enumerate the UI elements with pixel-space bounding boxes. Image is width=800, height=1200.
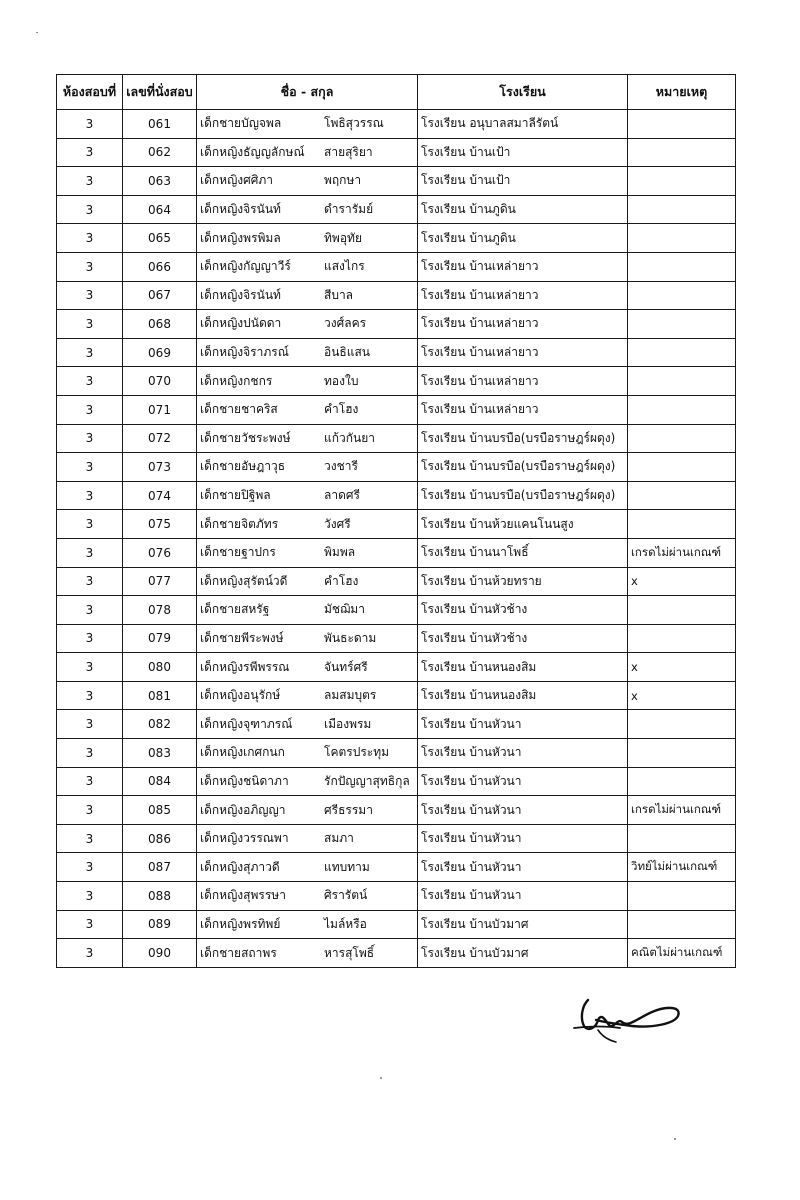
note-cell [628, 824, 736, 853]
student-last-name: ลมสมบุตร [324, 688, 377, 703]
note-cell: เกรดไม่ผ่านเกณฑ์ [628, 796, 736, 825]
table-row [57, 367, 736, 396]
student-first-name: เด็กชายวัชระพงษ์ [200, 430, 291, 445]
room-cell: 3 [57, 281, 123, 310]
school-cell: โรงเรียน บ้านเหล่ายาว [418, 338, 628, 367]
school-cell: โรงเรียน บ้านหัวนา [418, 882, 628, 911]
room-cell: 3 [57, 138, 123, 167]
note-cell [628, 481, 736, 510]
note-cell [628, 596, 736, 625]
student-first-name: เด็กหญิงวรรณพา [200, 831, 289, 846]
seat-number-cell: 080 [123, 653, 197, 682]
table-row [57, 110, 736, 139]
seat-number-cell: 083 [123, 739, 197, 768]
student-last-name: รักปัญญาสุทธิกุล [324, 773, 410, 788]
student-last-name: โคตรประทุม [324, 745, 390, 760]
seat-number-cell: 090 [123, 939, 197, 968]
student-first-name: เด็กชายจิตภัทร [200, 516, 279, 531]
note-cell [628, 453, 736, 482]
student-name-cell [197, 710, 418, 739]
student-last-name: โพธิสุวรรณ [324, 116, 384, 131]
school-cell: โรงเรียน บ้านเหล่ายาว [418, 310, 628, 339]
student-first-name: เด็กชายปิฐิพล [200, 488, 271, 503]
note-cell [628, 338, 736, 367]
room-cell: 3 [57, 310, 123, 339]
student-first-name: เด็กชายฐาปกร [200, 545, 276, 560]
seat-number-cell: 082 [123, 710, 197, 739]
room-cell: 3 [57, 510, 123, 539]
note-cell [628, 882, 736, 911]
seat-number-cell: 061 [123, 110, 197, 139]
seat-number-cell: 069 [123, 338, 197, 367]
school-cell: โรงเรียน บ้านหัวนา [418, 853, 628, 882]
student-last-name: มัชฌิมา [324, 602, 365, 617]
table-row [57, 853, 736, 882]
note-cell [628, 510, 736, 539]
note-cell: x [628, 681, 736, 710]
student-name-cell [197, 252, 418, 281]
note-cell [628, 910, 736, 939]
note-cell [628, 224, 736, 253]
student-first-name: เด็กชายชาคริส [200, 402, 278, 417]
school-cell: โรงเรียน บ้านหัวนา [418, 796, 628, 825]
seat-number-cell: 073 [123, 453, 197, 482]
student-first-name: เด็กหญิงสุพรรษา [200, 888, 286, 903]
school-cell: โรงเรียน บ้านบรบือ(บรบือราษฎร์ผดุง) [418, 481, 628, 510]
table-row [57, 395, 736, 424]
student-first-name: เด็กชายสหรัฐ [200, 602, 270, 617]
student-first-name: เด็กหญิงกัญญาวีร์ [200, 259, 291, 274]
room-cell: 3 [57, 567, 123, 596]
school-cell: โรงเรียน บ้านเหล่ายาว [418, 252, 628, 281]
room-cell: 3 [57, 424, 123, 453]
student-name-cell [197, 910, 418, 939]
room-cell: 3 [57, 110, 123, 139]
student-name-cell [197, 481, 418, 510]
seat-number-cell: 075 [123, 510, 197, 539]
seat-number-cell: 085 [123, 796, 197, 825]
school-cell: โรงเรียน บ้านเหล่ายาว [418, 367, 628, 396]
room-cell: 3 [57, 939, 123, 968]
note-cell [628, 310, 736, 339]
room-cell: 3 [57, 882, 123, 911]
seat-number-cell: 089 [123, 910, 197, 939]
student-name-cell [197, 310, 418, 339]
student-first-name: เด็กหญิงจิรนันท์ [200, 202, 281, 217]
note-cell: เกรดไม่ผ่านเกณฑ์ [628, 538, 736, 567]
exam-seating-table [56, 74, 736, 968]
student-name-cell [197, 567, 418, 596]
seat-number-cell: 066 [123, 252, 197, 281]
table-row [57, 481, 736, 510]
student-last-name: ทองใบ [324, 373, 359, 388]
student-name-cell [197, 167, 418, 196]
room-cell: 3 [57, 767, 123, 796]
seat-number-cell: 062 [123, 138, 197, 167]
student-first-name: เด็กชายพีระพงษ์ [200, 630, 284, 645]
school-cell: โรงเรียน บ้านบัวมาศ [418, 910, 628, 939]
student-first-name: เด็กชายสถาพร [200, 945, 277, 960]
note-cell: x [628, 567, 736, 596]
seat-number-cell: 072 [123, 424, 197, 453]
room-cell: 3 [57, 367, 123, 396]
student-last-name: พิมพล [324, 545, 356, 560]
room-cell: 3 [57, 252, 123, 281]
table-row [57, 653, 736, 682]
student-first-name: เด็กหญิงเกศกนก [200, 745, 285, 760]
student-last-name: พฤกษา [324, 173, 362, 188]
note-cell [628, 739, 736, 768]
seat-number-cell: 074 [123, 481, 197, 510]
seat-number-cell: 084 [123, 767, 197, 796]
table-row [57, 596, 736, 625]
room-cell: 3 [57, 338, 123, 367]
school-cell: โรงเรียน บ้านหนองสิม [418, 653, 628, 682]
school-cell: โรงเรียน บ้านบรบือ(บรบือราษฎร์ผดุง) [418, 453, 628, 482]
note-cell [628, 710, 736, 739]
table-row [57, 310, 736, 339]
student-last-name: ไมล์หรือ [324, 916, 367, 931]
table-row [57, 138, 736, 167]
table-row [57, 910, 736, 939]
table-header-row [57, 75, 736, 110]
school-cell: โรงเรียน บ้านเหล่ายาว [418, 395, 628, 424]
table-row [57, 424, 736, 453]
table-row [57, 882, 736, 911]
table-row [57, 710, 736, 739]
school-cell: โรงเรียน อนุบาลสมาลีรัตน์ [418, 110, 628, 139]
table-row [57, 824, 736, 853]
seat-number-cell: 064 [123, 195, 197, 224]
student-name-cell [197, 138, 418, 167]
student-name-cell [197, 195, 418, 224]
table-row [57, 252, 736, 281]
note-cell [628, 252, 736, 281]
seat-number-cell: 081 [123, 681, 197, 710]
student-first-name: เด็กหญิงรพีพรรณ [200, 659, 290, 674]
student-name-cell [197, 367, 418, 396]
room-cell: 3 [57, 681, 123, 710]
room-cell: 3 [57, 481, 123, 510]
school-cell: โรงเรียน บ้านหัวช้าง [418, 596, 628, 625]
table-row [57, 510, 736, 539]
seat-number-cell: 078 [123, 596, 197, 625]
signature-image [568, 988, 686, 1046]
header-seat: เลขที่นั่งสอบ [123, 75, 197, 110]
room-cell: 3 [57, 596, 123, 625]
school-cell: โรงเรียน บ้านหนองสิม [418, 681, 628, 710]
room-cell: 3 [57, 824, 123, 853]
student-last-name: คำโฮง [324, 402, 359, 417]
scan-speck [380, 1077, 382, 1079]
table-row [57, 624, 736, 653]
table-row [57, 939, 736, 968]
student-first-name: เด็กหญิงชนิดาภา [200, 773, 289, 788]
header-note: หมายเหตุ [628, 75, 736, 110]
student-name-cell [197, 224, 418, 253]
school-cell: โรงเรียน บ้านห้วยทราย [418, 567, 628, 596]
school-cell: โรงเรียน บ้านหัวนา [418, 710, 628, 739]
room-cell: 3 [57, 224, 123, 253]
room-cell: 3 [57, 538, 123, 567]
note-cell [628, 767, 736, 796]
table-row [57, 281, 736, 310]
table-row [57, 767, 736, 796]
seat-number-cell: 070 [123, 367, 197, 396]
student-name-cell [197, 110, 418, 139]
student-last-name: หารสุโพธิ์ [324, 945, 375, 960]
student-last-name: สมภา [324, 831, 354, 846]
school-cell: โรงเรียน บ้านเหล่ายาว [418, 281, 628, 310]
seat-number-cell: 076 [123, 538, 197, 567]
student-last-name: พันธะดาม [324, 630, 377, 645]
student-last-name: ศรีธรรมา [324, 802, 373, 817]
school-cell: โรงเรียน บ้านหัวนา [418, 824, 628, 853]
seat-number-cell: 086 [123, 824, 197, 853]
student-first-name: เด็กหญิงปนัดดา [200, 316, 282, 331]
school-cell: โรงเรียน บ้านหัวนา [418, 767, 628, 796]
student-last-name: แก้วกันยา [324, 430, 375, 445]
seat-number-cell: 087 [123, 853, 197, 882]
student-last-name: สายสุริยา [324, 144, 373, 159]
student-name-cell [197, 395, 418, 424]
student-last-name: วงศ์ลคร [324, 316, 367, 331]
student-name-cell [197, 767, 418, 796]
seat-number-cell: 077 [123, 567, 197, 596]
school-cell: โรงเรียน บ้านนาโพธิ์ [418, 538, 628, 567]
student-name-cell [197, 281, 418, 310]
table-body [57, 110, 736, 968]
student-last-name: คำโฮง [324, 573, 359, 588]
table-row [57, 567, 736, 596]
student-last-name: แทบทาม [324, 859, 370, 874]
student-first-name: เด็กชายบัญจพล [200, 116, 282, 131]
school-cell: โรงเรียน บ้านบรบือ(บรบือราษฎร์ผดุง) [418, 424, 628, 453]
table-row [57, 195, 736, 224]
note-cell [628, 281, 736, 310]
room-cell: 3 [57, 910, 123, 939]
note-cell [628, 195, 736, 224]
student-last-name: ลาดศรี [324, 488, 360, 503]
scan-speck [36, 32, 38, 33]
room-cell: 3 [57, 653, 123, 682]
student-first-name: เด็กหญิงจิราภรณ์ [200, 345, 289, 360]
student-first-name: เด็กหญิงจุฑาภรณ์ [200, 716, 293, 731]
note-cell [628, 424, 736, 453]
room-cell: 3 [57, 853, 123, 882]
school-cell: โรงเรียน บ้านเป้า [418, 138, 628, 167]
seat-number-cell: 071 [123, 395, 197, 424]
student-first-name: เด็กหญิงสุภาวดี [200, 859, 280, 874]
table-row [57, 224, 736, 253]
school-cell: โรงเรียน บ้านห้วยแคนโนนสูง [418, 510, 628, 539]
student-last-name: จันทร์ศรี [324, 659, 368, 674]
student-name-cell [197, 681, 418, 710]
student-name-cell [197, 853, 418, 882]
student-name-cell [197, 739, 418, 768]
seat-number-cell: 067 [123, 281, 197, 310]
student-first-name: เด็กหญิงกชกร [200, 373, 273, 388]
header-school: โรงเรียน [418, 75, 628, 110]
room-cell: 3 [57, 167, 123, 196]
student-name-cell [197, 882, 418, 911]
seat-number-cell: 063 [123, 167, 197, 196]
school-cell: โรงเรียน บ้านภูดิน [418, 195, 628, 224]
student-name-cell [197, 796, 418, 825]
student-first-name: เด็กหญิงจิรนันท์ [200, 287, 281, 302]
room-cell: 3 [57, 624, 123, 653]
student-first-name: เด็กชายอัษฎาวุธ [200, 459, 286, 474]
note-cell: วิทย์ไม่ผ่านเกณฑ์ [628, 853, 736, 882]
student-last-name: ดำรารัมย์ [324, 202, 374, 217]
room-cell: 3 [57, 710, 123, 739]
note-cell [628, 138, 736, 167]
student-name-cell [197, 653, 418, 682]
student-last-name: วงชารี [324, 459, 358, 474]
table-row [57, 338, 736, 367]
scan-speck [674, 1138, 676, 1140]
student-first-name: เด็กหญิงอนุรักษ์ [200, 688, 281, 703]
student-last-name: วังศรี [324, 516, 351, 531]
student-name-cell [197, 424, 418, 453]
student-first-name: เด็กหญิงธัญญลักษณ์ [200, 144, 305, 159]
table-row [57, 453, 736, 482]
seat-number-cell: 068 [123, 310, 197, 339]
student-first-name: เด็กหญิงพรทิพย์ [200, 916, 281, 931]
student-name-cell [197, 338, 418, 367]
student-last-name: เมืองพรม [324, 716, 372, 731]
note-cell [628, 367, 736, 396]
note-cell [628, 395, 736, 424]
student-first-name: เด็กหญิงสุรัตน์วดี [200, 573, 288, 588]
student-last-name: ทิพอุทัย [324, 230, 362, 245]
table-row [57, 739, 736, 768]
student-name-cell [197, 824, 418, 853]
seat-number-cell: 065 [123, 224, 197, 253]
student-name-cell [197, 596, 418, 625]
student-name-cell [197, 538, 418, 567]
student-last-name: สีบาล [324, 287, 354, 302]
seat-number-cell: 079 [123, 624, 197, 653]
student-last-name: แสงไกร [324, 259, 365, 274]
school-cell: โรงเรียน บ้านบัวมาศ [418, 939, 628, 968]
school-cell: โรงเรียน บ้านภูดิน [418, 224, 628, 253]
note-cell [628, 110, 736, 139]
header-room: ห้องสอบที่ [57, 75, 123, 110]
room-cell: 3 [57, 195, 123, 224]
student-name-cell [197, 510, 418, 539]
student-first-name: เด็กหญิงพรพิมล [200, 230, 281, 245]
room-cell: 3 [57, 395, 123, 424]
student-last-name: อินธิแสน [324, 345, 370, 360]
student-first-name: เด็กหญิงศศิภา [200, 173, 274, 188]
note-cell [628, 624, 736, 653]
header-name: ชื่อ - สกุล [197, 75, 418, 110]
room-cell: 3 [57, 739, 123, 768]
student-last-name: ศิรารัตน์ [324, 888, 368, 903]
table-row [57, 538, 736, 567]
table-row [57, 681, 736, 710]
school-cell: โรงเรียน บ้านหัวนา [418, 739, 628, 768]
student-name-cell [197, 624, 418, 653]
student-name-cell [197, 939, 418, 968]
school-cell: โรงเรียน บ้านเป้า [418, 167, 628, 196]
seat-number-cell: 088 [123, 882, 197, 911]
room-cell: 3 [57, 453, 123, 482]
table-row [57, 167, 736, 196]
note-cell: x [628, 653, 736, 682]
table-row [57, 796, 736, 825]
student-first-name: เด็กหญิงอภิญญา [200, 802, 286, 817]
note-cell [628, 167, 736, 196]
room-cell: 3 [57, 796, 123, 825]
school-cell: โรงเรียน บ้านหัวช้าง [418, 624, 628, 653]
note-cell: คณิตไม่ผ่านเกณฑ์ [628, 939, 736, 968]
student-name-cell [197, 453, 418, 482]
